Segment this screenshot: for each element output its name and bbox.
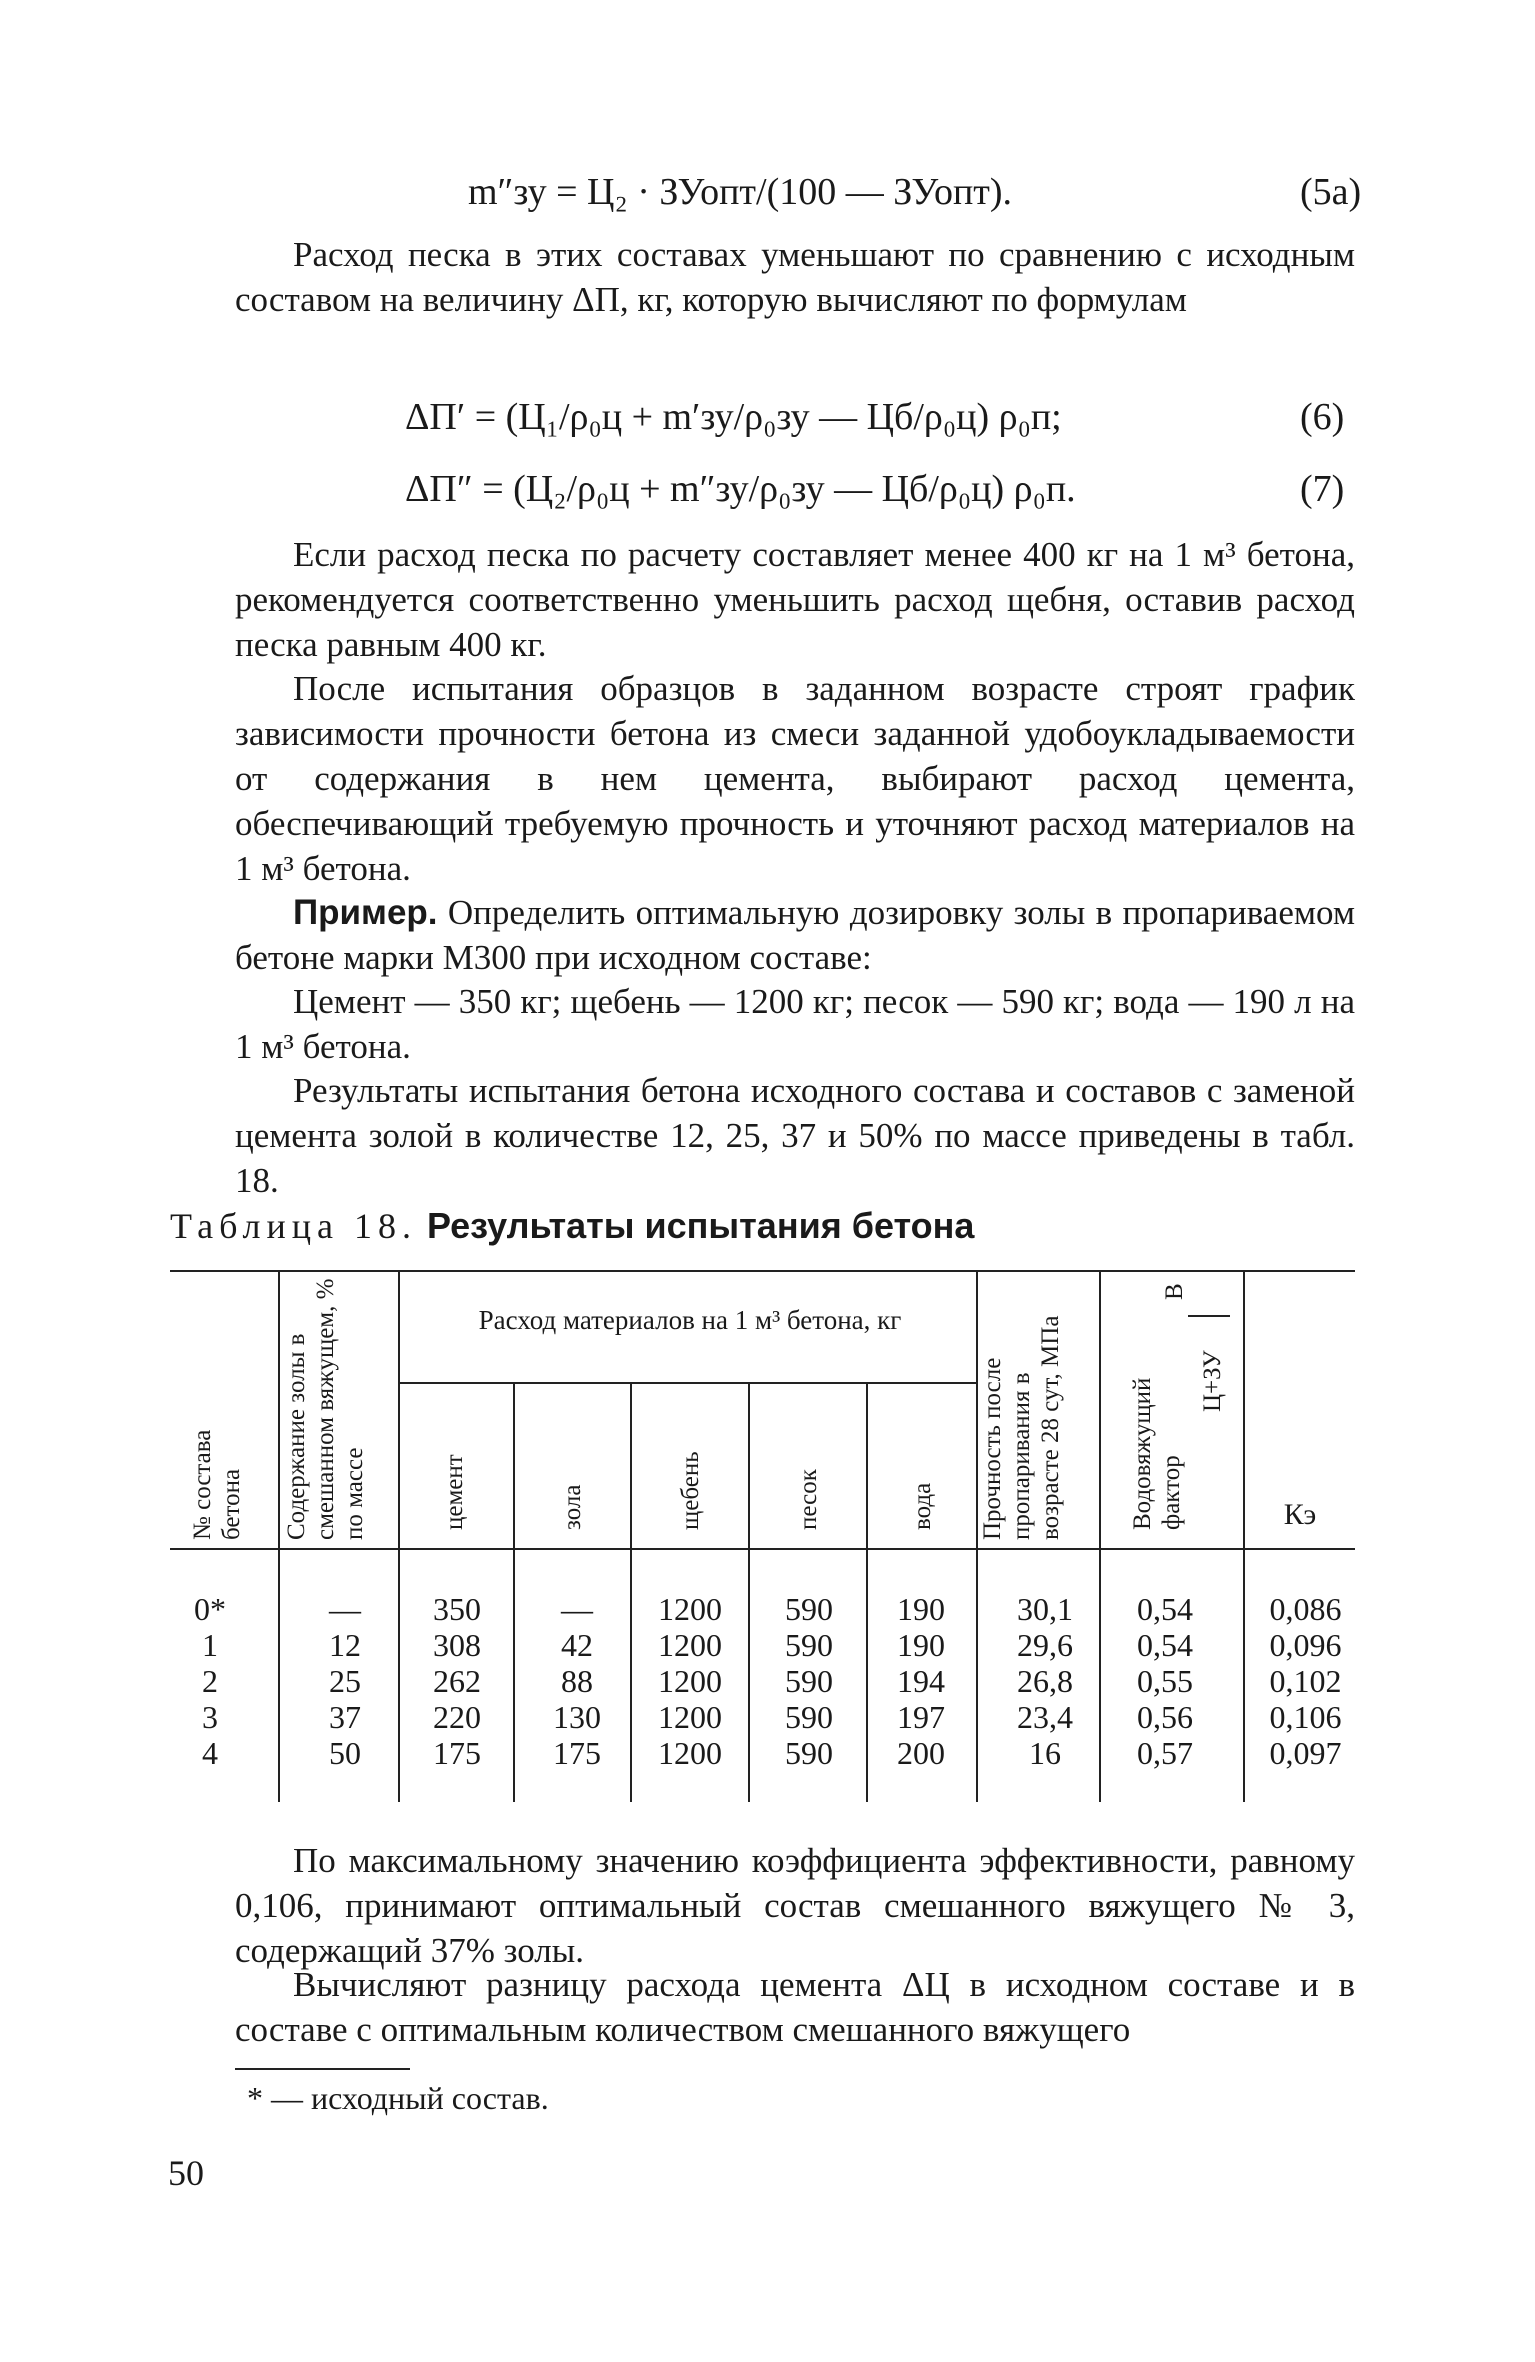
document-page: m″зу = Ц₂ · ЗУопт/(100 — ЗУопт). (5а) Расход песка в этих составах уменьшают по сравнению с исходным составом на величину ΔП, кг, которую вычисляют по формулам ΔП′ = (Ц₁/ρ₀ц + m′зу/ρ₀зу — Цб/ρ₀ц) ρ₀п; (6) ΔП″ = (Ц₂/ρ₀ц + m″зу/ρ₀зу — Цб/ρ₀ц) ρ₀п. (7) Если расход песка по расчету составляет менее 400 кг на 1 м³ бетона, рекомендуется соответственно уменьшить расход щебня, оставив расход песка равным 400 кг. После испытания образцов в заданном возрасте строят график зависимости прочности бетона из смеси заданной удобоукладываемости от содержания в нем цемента, выбирают расход цемента, обеспечивающий требуемую прочность и уточняют расход материалов на 1 м³ бетона. Пример. Определить оптимальную дозировку золы в пропариваемом бетоне марки М300 при исходном составе: Цемент — 350 кг; щебень — 1200 кг; песок — 590 кг; вода — 190 л на 1 м³ бетона. Результаты испытания бетона исходного состава и составов с заменой цемента золой в количестве 12, 25, 37 и 50% по массе приведены в табл. 18. Таблица 18. Результаты испытания бетона № состава бетона Содержание золы в смешанном вяжущем, % по массе цемент зола щебень песок вода Прочность после пропаривания в возрасте 28 сут, МПа Водовяжущий фактор В Ц+ЗУ Кэ Расход материалов на 1 м³ бетона, кг 0* — 350 — 1200 590 190 30,1 0,54 0,086 1 12 308 42 1200 590 190 29,6 0,54 0,096 2 25 262 88 1200 590 194 26,8 0,55 0,102 3 37 220 130 1200 590 197 23,4 0,56 0,106 4 50 175 175 1200 590 200 16 0,57 0,097 По максимальному значению коэффициента эффективности, равному 0,106, принимают оптимальный состав смешанного вяжущего № 3, содержащий 37% золы. Вычисляют разницу расхода цемента ΔЦ в исходном составе и в составе с оптимальным количеством смешанного вяжущего * — исходный состав. 50 (0, 0, 1535, 2362)
paragraph-cement-diff: Вычисляют разницу расхода цемента ΔЦ в исходном составе и в составе с оптимальным количеством смешанного вяжущего (235, 1965, 1355, 2049)
table-col-divider (748, 1384, 750, 1802)
footnote-rule (235, 2068, 410, 2070)
formula-5a: m″зу = Ц₂ · ЗУопт/(100 — ЗУопт). (468, 171, 1013, 213)
formula-6-number: (6) (1300, 396, 1345, 438)
header-sand: песок (795, 1469, 822, 1530)
header-strength: Прочность после пропаривания в возрасте 28 сут, МПа (979, 1315, 1064, 1540)
table-col-divider (513, 1384, 515, 1802)
header-water: вода (909, 1482, 936, 1530)
header-ash-content: Содержание золы в смешанном вяжущем, % по массе (283, 1278, 368, 1540)
page-number: 50 (168, 2153, 204, 2193)
header-ash: зола (559, 1484, 586, 1530)
header-wb-label: Водовяжущий фактор (1129, 1377, 1185, 1530)
header-wb-numerator: В (1161, 1283, 1188, 1300)
paragraph-example (235, 890, 1355, 980)
paragraph-results: Результаты испытания бетона исходного состава и составов с заменой цемента золой в количестве 12, 25, 37 и 50% по массе приведены в табл. 18. (235, 1071, 1355, 1200)
example-text: Определить оптимальную дозировку золы в пропариваемом бетоне марки М300 при исходном составе: (235, 893, 1355, 977)
table-col-divider (398, 1272, 400, 1802)
table-col-divider (278, 1272, 280, 1802)
formula-7-number: (7) (1300, 468, 1345, 510)
header-gravel: щебень (677, 1451, 704, 1530)
table-group-rule (398, 1382, 976, 1384)
header-cement: цемент (441, 1454, 468, 1530)
table-col-divider (1099, 1272, 1101, 1802)
formula-5a-number: (5а) (1300, 171, 1362, 213)
example-label: Пример. (293, 893, 438, 932)
paragraph-min-sand: Если расход песка по расчету составляет менее 400 кг на 1 м³ бетона, рекомендуется соответственно уменьшить расход щебня, оставив расход песка равным 400 кг. (235, 535, 1355, 664)
formula-6: ΔП′ = (Ц₁/ρ₀ц + m′зу/ρ₀зу — Цб/ρ₀ц) ρ₀п; (405, 396, 1062, 438)
paragraph-sand-reduction: Расход песка в этих составах уменьшают по сравнению с исходным составом на величину ΔП, кг, которую вычисляют по формулам (235, 235, 1355, 319)
formula-7: ΔП″ = (Ц₂/ρ₀ц + m″зу/ρ₀зу — Цб/ρ₀ц) ρ₀п. (405, 468, 1076, 510)
header-wb-denominator: Ц+ЗУ (1199, 1350, 1226, 1412)
table-header-rule (170, 1548, 1355, 1550)
footnote: * — исходный состав. (247, 2080, 549, 2116)
paragraph-composition: Цемент — 350 кг; щебень — 1200 кг; песок — 590 кг; вода — 190 л на 1 м³ бетона. (235, 982, 1355, 1066)
paragraph-optimal: По максимальному значению коэффициента эффективности, равному 0,106, принимают оптимальный состав смешанного вяжущего № 3, содержащий 37% золы. (235, 1841, 1355, 1970)
header-ke: Кэ (1283, 1498, 1317, 1531)
header-composition-number: № состава бетона (189, 1429, 245, 1540)
table-col-divider (630, 1384, 632, 1802)
table-col-divider (1243, 1272, 1245, 1802)
table-caption: Таблица 18. Результаты испытания бетона (170, 1205, 975, 1246)
paragraph-testing: После испытания образцов в заданном возрасте строят график зависимости прочности бетона из смеси заданной удобоукладываемости от содержания в нем цемента, выбирают расход цемента, обеспечивающий требуемую прочность и уточняют расход материалов на 1 м³ бетона. (235, 669, 1355, 888)
table-col-divider (866, 1384, 868, 1802)
header-materials-group: Расход материалов на 1 м³ бетона, кг (478, 1305, 902, 1335)
